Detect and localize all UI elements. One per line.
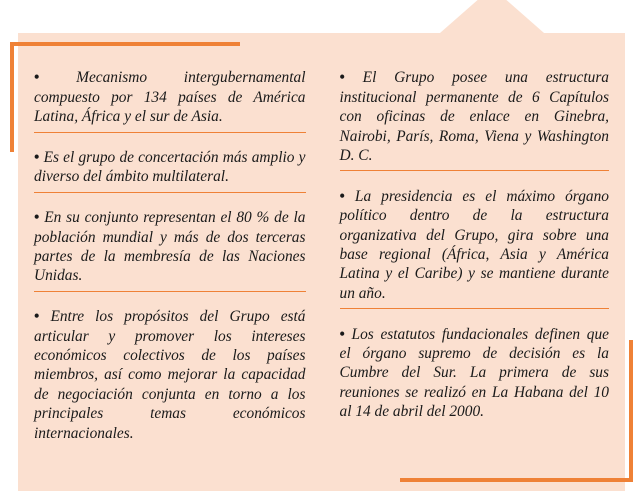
bullet-icon: • bbox=[339, 69, 345, 87]
bullet-icon: • bbox=[339, 325, 345, 343]
bullet-icon: • bbox=[34, 149, 40, 166]
bullet-icon: • bbox=[34, 308, 40, 326]
accent-rule-right-vertical bbox=[629, 340, 633, 482]
list-item-text: En su conjunto representan el 80 % de la población mundial y más de dos terceras partes de la membresía de las Naciones Unidas. bbox=[34, 209, 306, 285]
list-item bbox=[340, 325, 610, 427]
right-column bbox=[322, 53, 610, 481]
list-item-text: Mecanismo intergubernamental compuesto por 134 países de América Latina, África y el sur de Asia. bbox=[34, 69, 306, 126]
bullet-icon: • bbox=[34, 209, 40, 227]
accent-rule-left-vertical bbox=[10, 42, 14, 152]
list-item bbox=[34, 68, 306, 132]
list-item-text: Los estatutos fundacionales definen que el órgano supremo de decisión es la Cumbre del Sur. La primera de sus reuniones se realizó en La Habana del 10 al 14 de abril del 2000. bbox=[339, 325, 609, 421]
list-item-text: Entre los propósitos del Grupo está articular y promover los intereses económicos colectivos de los países miembros, así como mejorar la capacidad de negociación conjunta en torno a los principales temas económicos internacionales. bbox=[34, 308, 306, 442]
list-item-text: Es el grupo de concertación más amplio y diverso del ámbito multilateral. bbox=[34, 149, 306, 186]
list-item bbox=[34, 148, 306, 193]
list-item bbox=[340, 68, 610, 171]
bullet-icon: • bbox=[339, 187, 345, 205]
bullet-icon: • bbox=[34, 69, 40, 87]
list-item-text: El Grupo posee una estructura institucional permanente de 6 Capítulos con oficinas de enlace en Ginebra, Nairobi, París, Roma, Viena y Washington D. C. bbox=[339, 69, 610, 165]
infobox-columns bbox=[18, 33, 625, 491]
list-item bbox=[34, 307, 306, 448]
left-column bbox=[34, 53, 322, 481]
list-item-text: La presidencia es el máximo órgano político dentro de la estructura organizativa del Grupo, gira sobre una base regional (África, Asia y América Latina y el Caribe) y se mantiene durante un año. bbox=[339, 187, 609, 302]
list-item bbox=[34, 208, 306, 292]
list-item bbox=[340, 187, 610, 309]
